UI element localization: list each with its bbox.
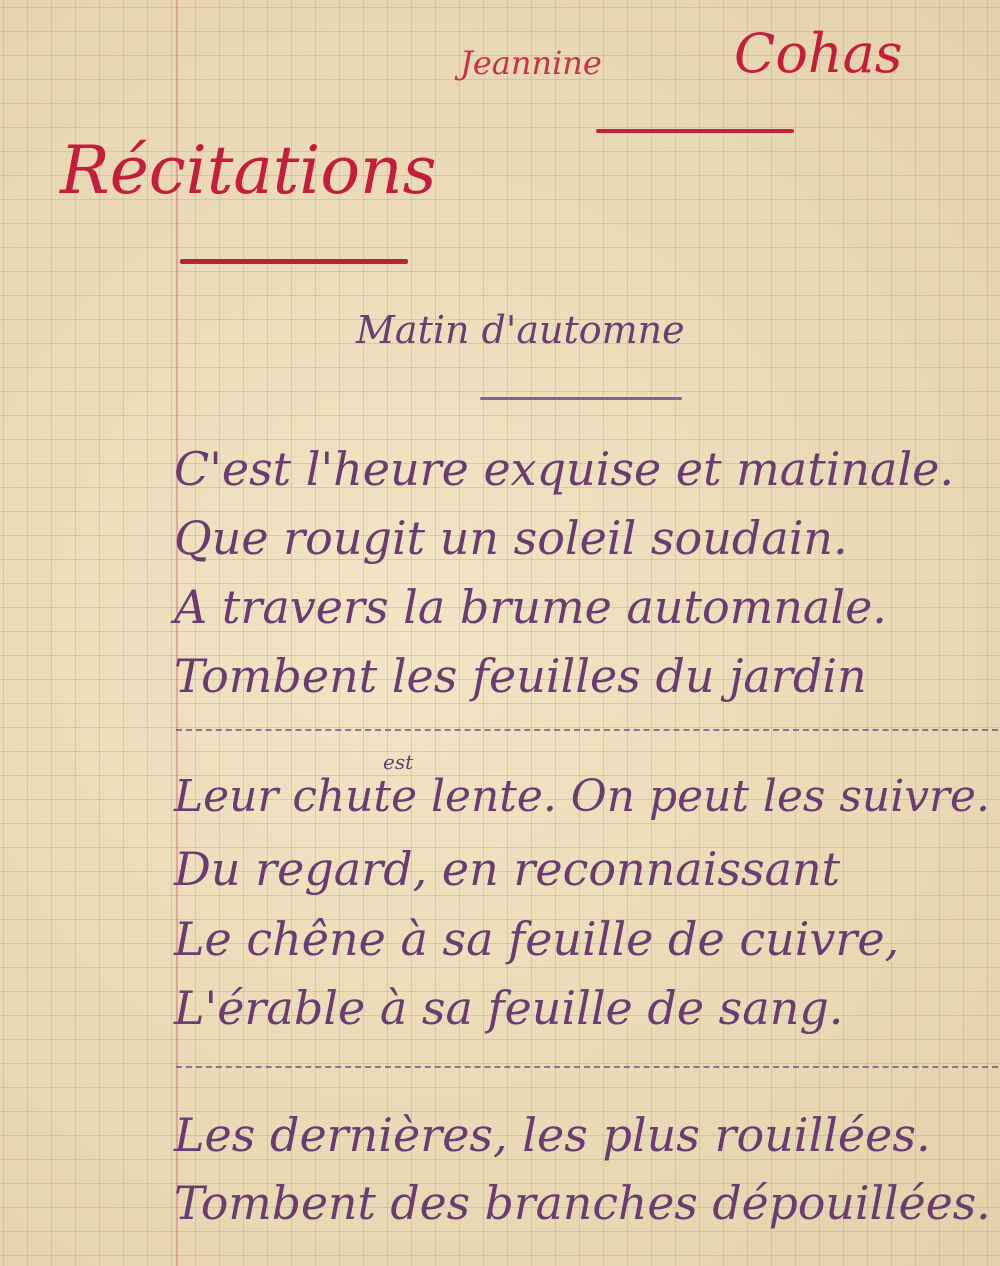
- stanza-separator: [176, 729, 998, 731]
- verse-line: Leur chute lente. On peut les suivre.: [174, 771, 990, 822]
- section-title-underline: [180, 259, 408, 264]
- verse-line: L'érable à sa feuille de sang.: [174, 981, 844, 1035]
- verse-line: Le chêne à sa feuille de cuivre,: [174, 912, 900, 966]
- verse-line: Tombent les feuilles du jardin: [174, 649, 867, 703]
- verse-line: Tombent des branches dépouillées.: [174, 1177, 991, 1230]
- verse-line: Que rougit un soleil soudain.: [174, 511, 848, 565]
- stanza-separator: [176, 1066, 998, 1068]
- verse-line: A travers la brume automnale.: [174, 580, 887, 634]
- section-title: Récitations: [60, 132, 437, 209]
- author-first-name: Jeannine: [460, 44, 602, 82]
- author-last-name: Cohas: [734, 22, 903, 85]
- author-underline: [596, 129, 794, 133]
- verse-line: Du regard, en reconnaissant: [174, 842, 841, 896]
- inserted-word: est: [383, 750, 414, 774]
- poem-title-underline: [480, 397, 682, 400]
- poem-title: Matin d'automne: [356, 308, 685, 352]
- verse-line: C'est l'heure exquise et matinale.: [174, 442, 955, 496]
- verse-line: Les dernières, les plus rouillées.: [174, 1108, 931, 1162]
